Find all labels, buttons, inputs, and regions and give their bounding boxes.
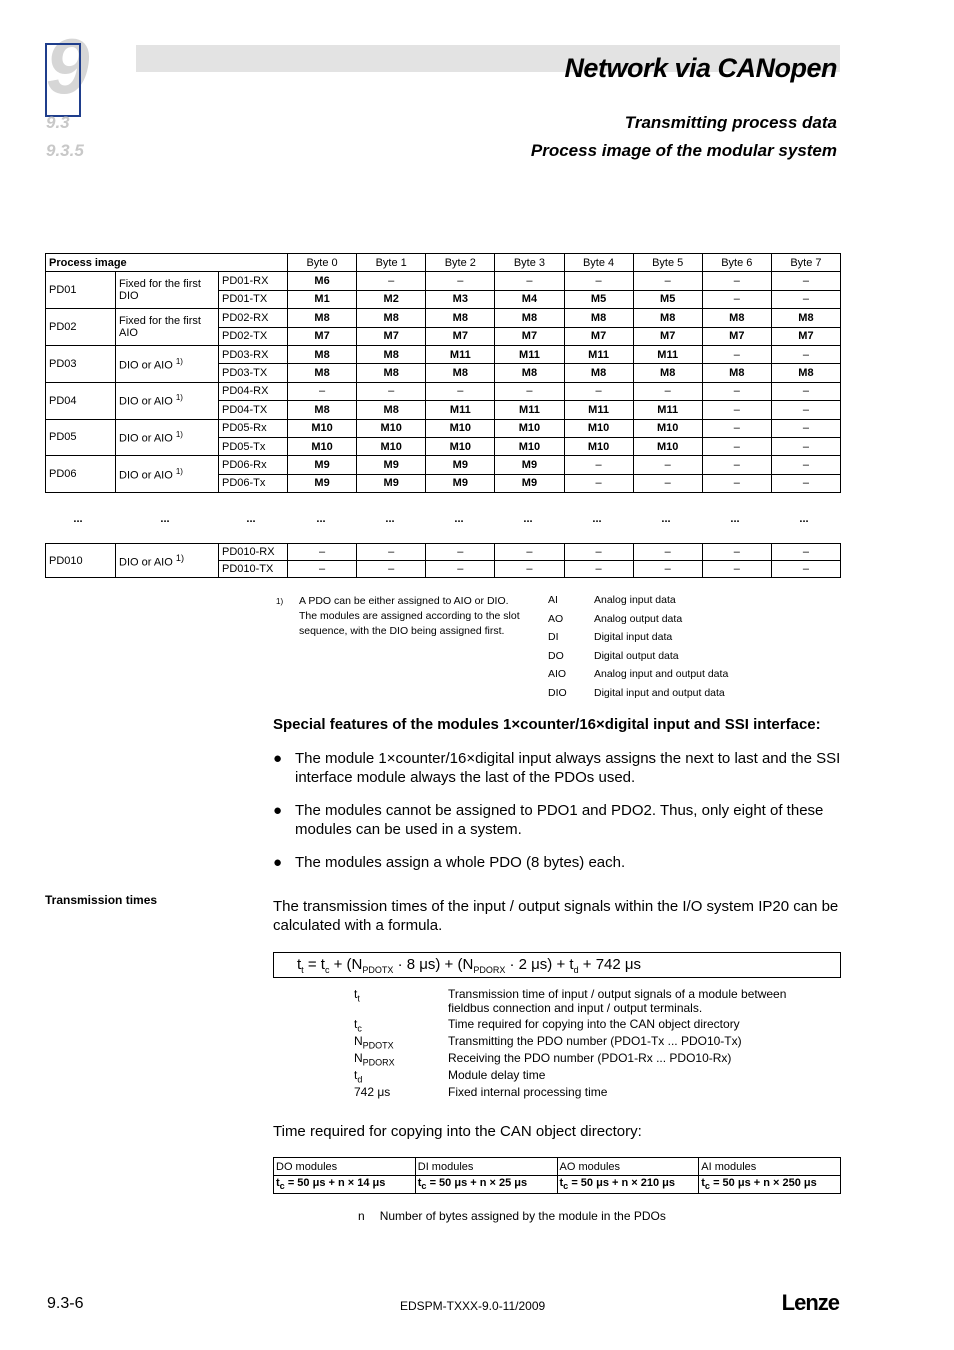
tc-symbol: t [559, 1177, 564, 1190]
subsection-title: Process image of the modular system [530, 141, 837, 160]
byte-cell: – [702, 474, 771, 492]
legend-symbol: N [354, 1034, 363, 1048]
byte-cell: M7 [702, 327, 771, 345]
chapter-marker [45, 43, 81, 117]
pdo-assignment-text: DIO or AIO [119, 469, 173, 482]
footnote-ref: 1) [175, 466, 183, 476]
byte-cell: M10 [633, 437, 702, 455]
legend-sub: c [357, 1023, 362, 1034]
legend-text: Receiving the PDO number (PDO1-Rx ... PDO10-Rx) [448, 1051, 732, 1065]
byte-cell: M5 [633, 290, 702, 308]
byte-cell: – [288, 544, 357, 561]
footnote-mark: 1) [276, 597, 284, 606]
byte-cell: M8 [426, 364, 495, 382]
legend-text: Fixed internal processing time [448, 1085, 608, 1099]
footnote-ref: 1) [175, 552, 185, 563]
byte-cell: – [357, 561, 426, 578]
pdo-channel-cell: PD06-Tx [219, 474, 288, 492]
pdo-assignment-text: DIO or AIO [119, 359, 173, 372]
byte-header: Byte 5 [633, 254, 702, 272]
abbr-value: Digital input and output data [594, 686, 725, 699]
byte-cell: M7 [771, 327, 840, 345]
byte-cell: M5 [564, 290, 633, 308]
byte-cell: M10 [633, 419, 702, 437]
tc-formula: = 50 μs + n × 25 μs [426, 1177, 528, 1190]
byte-cell: – [702, 382, 771, 400]
table-header-label: Process image [46, 254, 288, 272]
section-title: Transmitting process data [624, 113, 837, 132]
pdo-name-cell: PD010 [46, 544, 116, 578]
table-row [46, 272, 841, 290]
legend-symbol: t [354, 987, 358, 1001]
ellipsis: ... [661, 513, 671, 525]
table-row [46, 456, 841, 474]
byte-cell: – [633, 382, 702, 400]
ellipsis: ... [799, 513, 809, 525]
pdo-assignment-text: DIO or AIO [119, 395, 173, 408]
footnote-line: A PDO can be either assigned to AIO or DIO. [299, 595, 509, 607]
byte-cell: – [357, 544, 426, 561]
abbr-value: Analog input data [594, 594, 676, 606]
byte-cell: M8 [702, 364, 771, 382]
note-key: n [358, 1209, 365, 1223]
bullet-text: The module 1×counter/16×digital input always assigns the next to last and the SSI interface module always the last of the PDOs used. [295, 750, 841, 786]
legend-text: Module delay time [448, 1068, 546, 1082]
byte-cell: – [633, 544, 702, 561]
pdo-assignment-text: Fixed for the first DIO [119, 278, 201, 303]
note-text: Number of bytes assigned by the module in the PDOs [379, 1209, 666, 1223]
formula-part: + (N [329, 956, 363, 973]
byte-cell: – [702, 401, 771, 419]
legend-symbol: t [354, 1068, 358, 1082]
legend-text: Transmitting the PDO number (PDO1-Tx ... PDO10-Tx) [448, 1034, 742, 1048]
abbr-key: AI [548, 594, 558, 606]
table-row [274, 1176, 841, 1194]
legend-symbol: t [354, 1017, 358, 1031]
byte-cell: – [426, 382, 495, 400]
byte-cell: – [771, 272, 840, 290]
formula-part: · 8 μs) + (N [393, 956, 474, 973]
document-id: EDSPM-TXXX-9.0-11/2009 [400, 1299, 546, 1313]
byte-cell: M11 [564, 401, 633, 419]
byte-cell: – [771, 345, 840, 363]
byte-cell: M8 [288, 309, 357, 327]
ellipsis: ... [592, 513, 602, 525]
byte-cell: – [357, 382, 426, 400]
byte-cell: – [288, 382, 357, 400]
tc-formula: = 50 μs + n × 14 μs [284, 1177, 386, 1190]
byte-cell: M10 [426, 419, 495, 437]
byte-cell: M2 [357, 290, 426, 308]
ellipsis: ... [316, 513, 326, 525]
byte-cell: M4 [495, 290, 564, 308]
legend-row [354, 1068, 828, 1085]
byte-header: Byte 2 [426, 254, 495, 272]
table-cell [699, 1176, 841, 1194]
pdo-channel-cell: PD05-Tx [219, 437, 288, 455]
pdo-assignment-cell [116, 382, 219, 419]
pdo-assignment-text: DIO or AIO [119, 556, 173, 569]
chapter-number: 9 [46, 22, 90, 110]
byte-cell: M9 [495, 456, 564, 474]
byte-cell: – [426, 272, 495, 290]
pdo-channel-cell: PD02-TX [219, 327, 288, 345]
byte-cell: M8 [633, 364, 702, 382]
byte-cell: M10 [495, 419, 564, 437]
formula-part: + 742 μs [578, 956, 642, 973]
table-row [46, 382, 841, 400]
tc-formula: = 50 μs + n × 250 μs [710, 1177, 817, 1190]
byte-cell: M3 [426, 290, 495, 308]
pdo-channel-cell: PD01-RX [219, 272, 288, 290]
abbr-key: DO [548, 649, 564, 662]
byte-cell: – [495, 544, 564, 561]
abbr-key: AIO [548, 668, 567, 681]
tc-sub: c [421, 1181, 427, 1192]
byte-cell: – [495, 272, 564, 290]
legend-row [354, 1051, 828, 1068]
byte-cell: M8 [357, 345, 426, 363]
pdo-assignment-cell [116, 272, 219, 309]
byte-cell: M7 [288, 327, 357, 345]
legend-sub: PDORX [362, 1057, 395, 1068]
process-image-table [45, 253, 841, 493]
footnote-ref: 1) [175, 393, 183, 403]
byte-cell: – [633, 474, 702, 492]
margin-label: Transmission times [45, 893, 158, 907]
byte-cell: – [633, 561, 702, 578]
byte-cell: – [771, 456, 840, 474]
byte-cell: – [771, 382, 840, 400]
pdo-name-cell: PD04 [46, 382, 116, 419]
pdo-assignment-text: Fixed for the first AIO [119, 315, 201, 340]
byte-cell: – [633, 272, 702, 290]
special-features-heading: Special features of the modules 1×counter/16×digital input and SSI interface: [273, 716, 821, 733]
byte-header: Byte 3 [495, 254, 564, 272]
table-row [46, 309, 841, 327]
legend-symbol: N [354, 1051, 363, 1065]
table-row [46, 544, 841, 561]
byte-cell: M11 [564, 345, 633, 363]
abbr-key: DIO [548, 686, 567, 699]
byte-cell: – [357, 272, 426, 290]
transmission-intro: The transmission times of the input / output signals within the I/O system IP20 can be calculated with a formula. [273, 898, 839, 934]
byte-cell: M8 [288, 345, 357, 363]
byte-cell: – [495, 561, 564, 578]
byte-cell: – [771, 544, 840, 561]
pdo-name-cell: PD02 [46, 309, 116, 346]
ellipsis: ... [730, 513, 740, 525]
page-title: Network via CANopen [564, 53, 837, 83]
pdo-channel-cell: PD01-TX [219, 290, 288, 308]
byte-cell: – [564, 382, 633, 400]
byte-cell: – [702, 419, 771, 437]
byte-cell: – [702, 456, 771, 474]
byte-cell: – [702, 561, 771, 578]
byte-cell: – [288, 561, 357, 578]
pdo-assignment-cell [116, 419, 219, 456]
ellipsis: ... [73, 513, 83, 525]
pdo-assignment-cell [116, 345, 219, 382]
byte-cell: M11 [426, 401, 495, 419]
legend-row [354, 1034, 828, 1051]
byte-cell: M9 [357, 474, 426, 492]
brand-logo: Lenze [781, 1290, 839, 1315]
footnote-ref: 1) [175, 356, 183, 366]
ellipsis: ... [246, 513, 256, 525]
column-header: DO modules [274, 1158, 416, 1176]
legend-sub: PDOTX [362, 1040, 394, 1051]
byte-cell: M10 [357, 437, 426, 455]
pdo-channel-cell: PD05-Rx [219, 419, 288, 437]
byte-cell: M8 [357, 364, 426, 382]
legend-row [354, 1017, 828, 1034]
byte-header: Byte 0 [288, 254, 357, 272]
byte-cell: – [564, 561, 633, 578]
footnote-line: The modules are assigned according to the slot [299, 610, 520, 622]
byte-cell: M10 [357, 419, 426, 437]
tc-sub: c [563, 1181, 569, 1192]
pdo-assignment-text: DIO or AIO [119, 432, 173, 445]
byte-cell: M8 [495, 364, 564, 382]
abbr-value: Digital output data [594, 649, 679, 662]
table-row [274, 1158, 841, 1176]
byte-cell: M10 [495, 437, 564, 455]
ellipsis: ... [385, 513, 395, 525]
formula-sub: t [301, 965, 304, 975]
legend-row [354, 987, 828, 1017]
byte-cell: – [564, 474, 633, 492]
tc-symbol: t [276, 1177, 280, 1190]
byte-cell: – [495, 382, 564, 400]
byte-cell: – [564, 456, 633, 474]
abbr-value: Analog output data [594, 612, 683, 625]
formula [273, 952, 841, 978]
byte-cell: – [771, 401, 840, 419]
section-number: 9.3 [46, 113, 70, 132]
byte-cell: – [702, 437, 771, 455]
byte-cell: – [771, 290, 840, 308]
byte-cell: M10 [564, 419, 633, 437]
legend-text: Time required for copying into the CAN object directory [448, 1017, 740, 1031]
byte-cell: M10 [564, 437, 633, 455]
tc-formula: = 50 μs + n × 210 μs [568, 1177, 675, 1190]
byte-cell: – [426, 544, 495, 561]
byte-cell: – [702, 272, 771, 290]
byte-cell: M9 [426, 474, 495, 492]
byte-cell: – [771, 561, 840, 578]
byte-cell: – [702, 544, 771, 561]
pdo-channel-cell: PD010-RX [219, 544, 288, 561]
byte-cell: M1 [288, 290, 357, 308]
list-item [273, 801, 843, 839]
byte-cell: M8 [633, 309, 702, 327]
byte-header: Byte 4 [564, 254, 633, 272]
ellipsis: ... [523, 513, 533, 525]
pdo-name-cell: PD03 [46, 345, 116, 382]
byte-cell: M8 [426, 309, 495, 327]
byte-header: Byte 1 [357, 254, 426, 272]
formula-sub: c [324, 965, 330, 975]
pdo-channel-cell: PD03-RX [219, 345, 288, 363]
byte-cell: M8 [288, 401, 357, 419]
byte-header: Byte 6 [702, 254, 771, 272]
byte-cell: M9 [426, 456, 495, 474]
byte-cell: M7 [495, 327, 564, 345]
byte-cell: M11 [633, 401, 702, 419]
byte-cell: – [633, 456, 702, 474]
copy-time-table [273, 1157, 841, 1194]
pdo-assignment-cell [116, 544, 219, 578]
formula-part: = t [303, 956, 325, 973]
pdo-name-cell: PD05 [46, 419, 116, 456]
formula-part: · 2 μs) + t [505, 956, 574, 973]
footnote-line: sequence, with the DIO being assigned first. [299, 625, 505, 637]
byte-cell: M11 [426, 345, 495, 363]
byte-cell: M9 [288, 474, 357, 492]
byte-cell: M8 [564, 364, 633, 382]
formula-sub: PDOTX [362, 965, 394, 975]
byte-cell: – [771, 437, 840, 455]
byte-cell: M8 [771, 364, 840, 382]
table-cell [557, 1176, 699, 1194]
byte-cell: M10 [288, 419, 357, 437]
byte-cell: – [771, 474, 840, 492]
byte-cell: – [426, 561, 495, 578]
byte-cell: M8 [564, 309, 633, 327]
byte-cell: M9 [357, 456, 426, 474]
bullet-icon: ● [273, 802, 283, 819]
bullet-text: The modules assign a whole PDO (8 bytes) each. [295, 854, 626, 871]
note [358, 1209, 666, 1223]
column-header: AO modules [557, 1158, 699, 1176]
table-cell [415, 1176, 557, 1194]
pdo-channel-cell: PD03-TX [219, 364, 288, 382]
byte-cell: M7 [426, 327, 495, 345]
pdo10-table [45, 543, 841, 578]
abbr-key: AO [548, 612, 564, 625]
tc-sub: c [279, 1181, 285, 1192]
byte-cell: M11 [633, 345, 702, 363]
column-header: AI modules [699, 1158, 841, 1176]
pdo-channel-cell: PD010-TX [219, 561, 288, 578]
legend-sub: d [357, 1074, 363, 1085]
legend-sub: t [357, 993, 360, 1004]
byte-cell: M8 [357, 401, 426, 419]
pdo-assignment-cell [116, 309, 219, 346]
byte-cell: M7 [564, 327, 633, 345]
pdo-name-cell: PD01 [46, 272, 116, 309]
byte-cell: M10 [288, 437, 357, 455]
byte-cell: – [771, 419, 840, 437]
pdo-assignment-cell [116, 456, 219, 493]
page-number: 9.3-6 [47, 1295, 84, 1312]
table-header-row [46, 254, 841, 272]
abbr-value: Analog input and output data [594, 668, 729, 681]
copy-intro: Time required for copying into the CAN object directory: [273, 1123, 642, 1140]
byte-cell: – [702, 345, 771, 363]
abbr-key: DI [548, 631, 559, 644]
byte-cell: M9 [495, 474, 564, 492]
bullet-text: The modules cannot be assigned to PDO1 and PDO2. Thus, only eight of these modules can be used in a system. [295, 802, 824, 838]
pdo-channel-cell: PD02-RX [219, 309, 288, 327]
byte-header: Byte 7 [771, 254, 840, 272]
byte-cell: M7 [633, 327, 702, 345]
formula-part: t [297, 956, 302, 973]
byte-cell: M10 [426, 437, 495, 455]
footnote-ref: 1) [175, 430, 183, 440]
pdo-name-cell: PD06 [46, 456, 116, 493]
byte-cell: M11 [495, 345, 564, 363]
table-row [46, 345, 841, 363]
byte-cell: – [702, 290, 771, 308]
byte-cell: M8 [357, 309, 426, 327]
column-header: DI modules [415, 1158, 557, 1176]
byte-cell: – [564, 272, 633, 290]
byte-cell: M7 [357, 327, 426, 345]
tc-sub: c [704, 1181, 711, 1192]
bullet-icon: ● [273, 750, 283, 767]
legend-symbol: 742 μs [354, 1085, 391, 1099]
formula-legend [354, 987, 828, 1102]
formula-sub: PDORX [473, 965, 506, 975]
byte-cell: M8 [771, 309, 840, 327]
subsection-number: 9.3.5 [46, 141, 84, 160]
legend-row [354, 1085, 828, 1102]
list-item [273, 749, 843, 787]
ellipsis: ... [454, 513, 464, 525]
byte-cell: M8 [702, 309, 771, 327]
legend-text: Transmission time of input / output signals of a module between fieldbus connection and input / output terminals. [448, 987, 787, 1015]
pdo-channel-cell: PD04-RX [219, 382, 288, 400]
abbr-value: Digital input data [594, 631, 673, 644]
bullet-icon: ● [273, 854, 283, 871]
formula-sub: d [573, 965, 579, 975]
byte-cell: M8 [495, 309, 564, 327]
byte-cell: M9 [288, 456, 357, 474]
byte-cell: M6 [288, 272, 357, 290]
byte-cell: M8 [288, 364, 357, 382]
tc-symbol: t [701, 1177, 705, 1190]
byte-cell: M11 [495, 401, 564, 419]
byte-cell: – [564, 544, 633, 561]
ellipsis: ... [160, 513, 170, 525]
table-row [46, 419, 841, 437]
list-item [273, 853, 843, 872]
pdo-channel-cell: PD06-Rx [219, 456, 288, 474]
table-cell [274, 1176, 416, 1194]
tc-symbol: t [417, 1177, 422, 1190]
footnote-text [299, 594, 520, 639]
pdo-channel-cell: PD04-TX [219, 401, 288, 419]
